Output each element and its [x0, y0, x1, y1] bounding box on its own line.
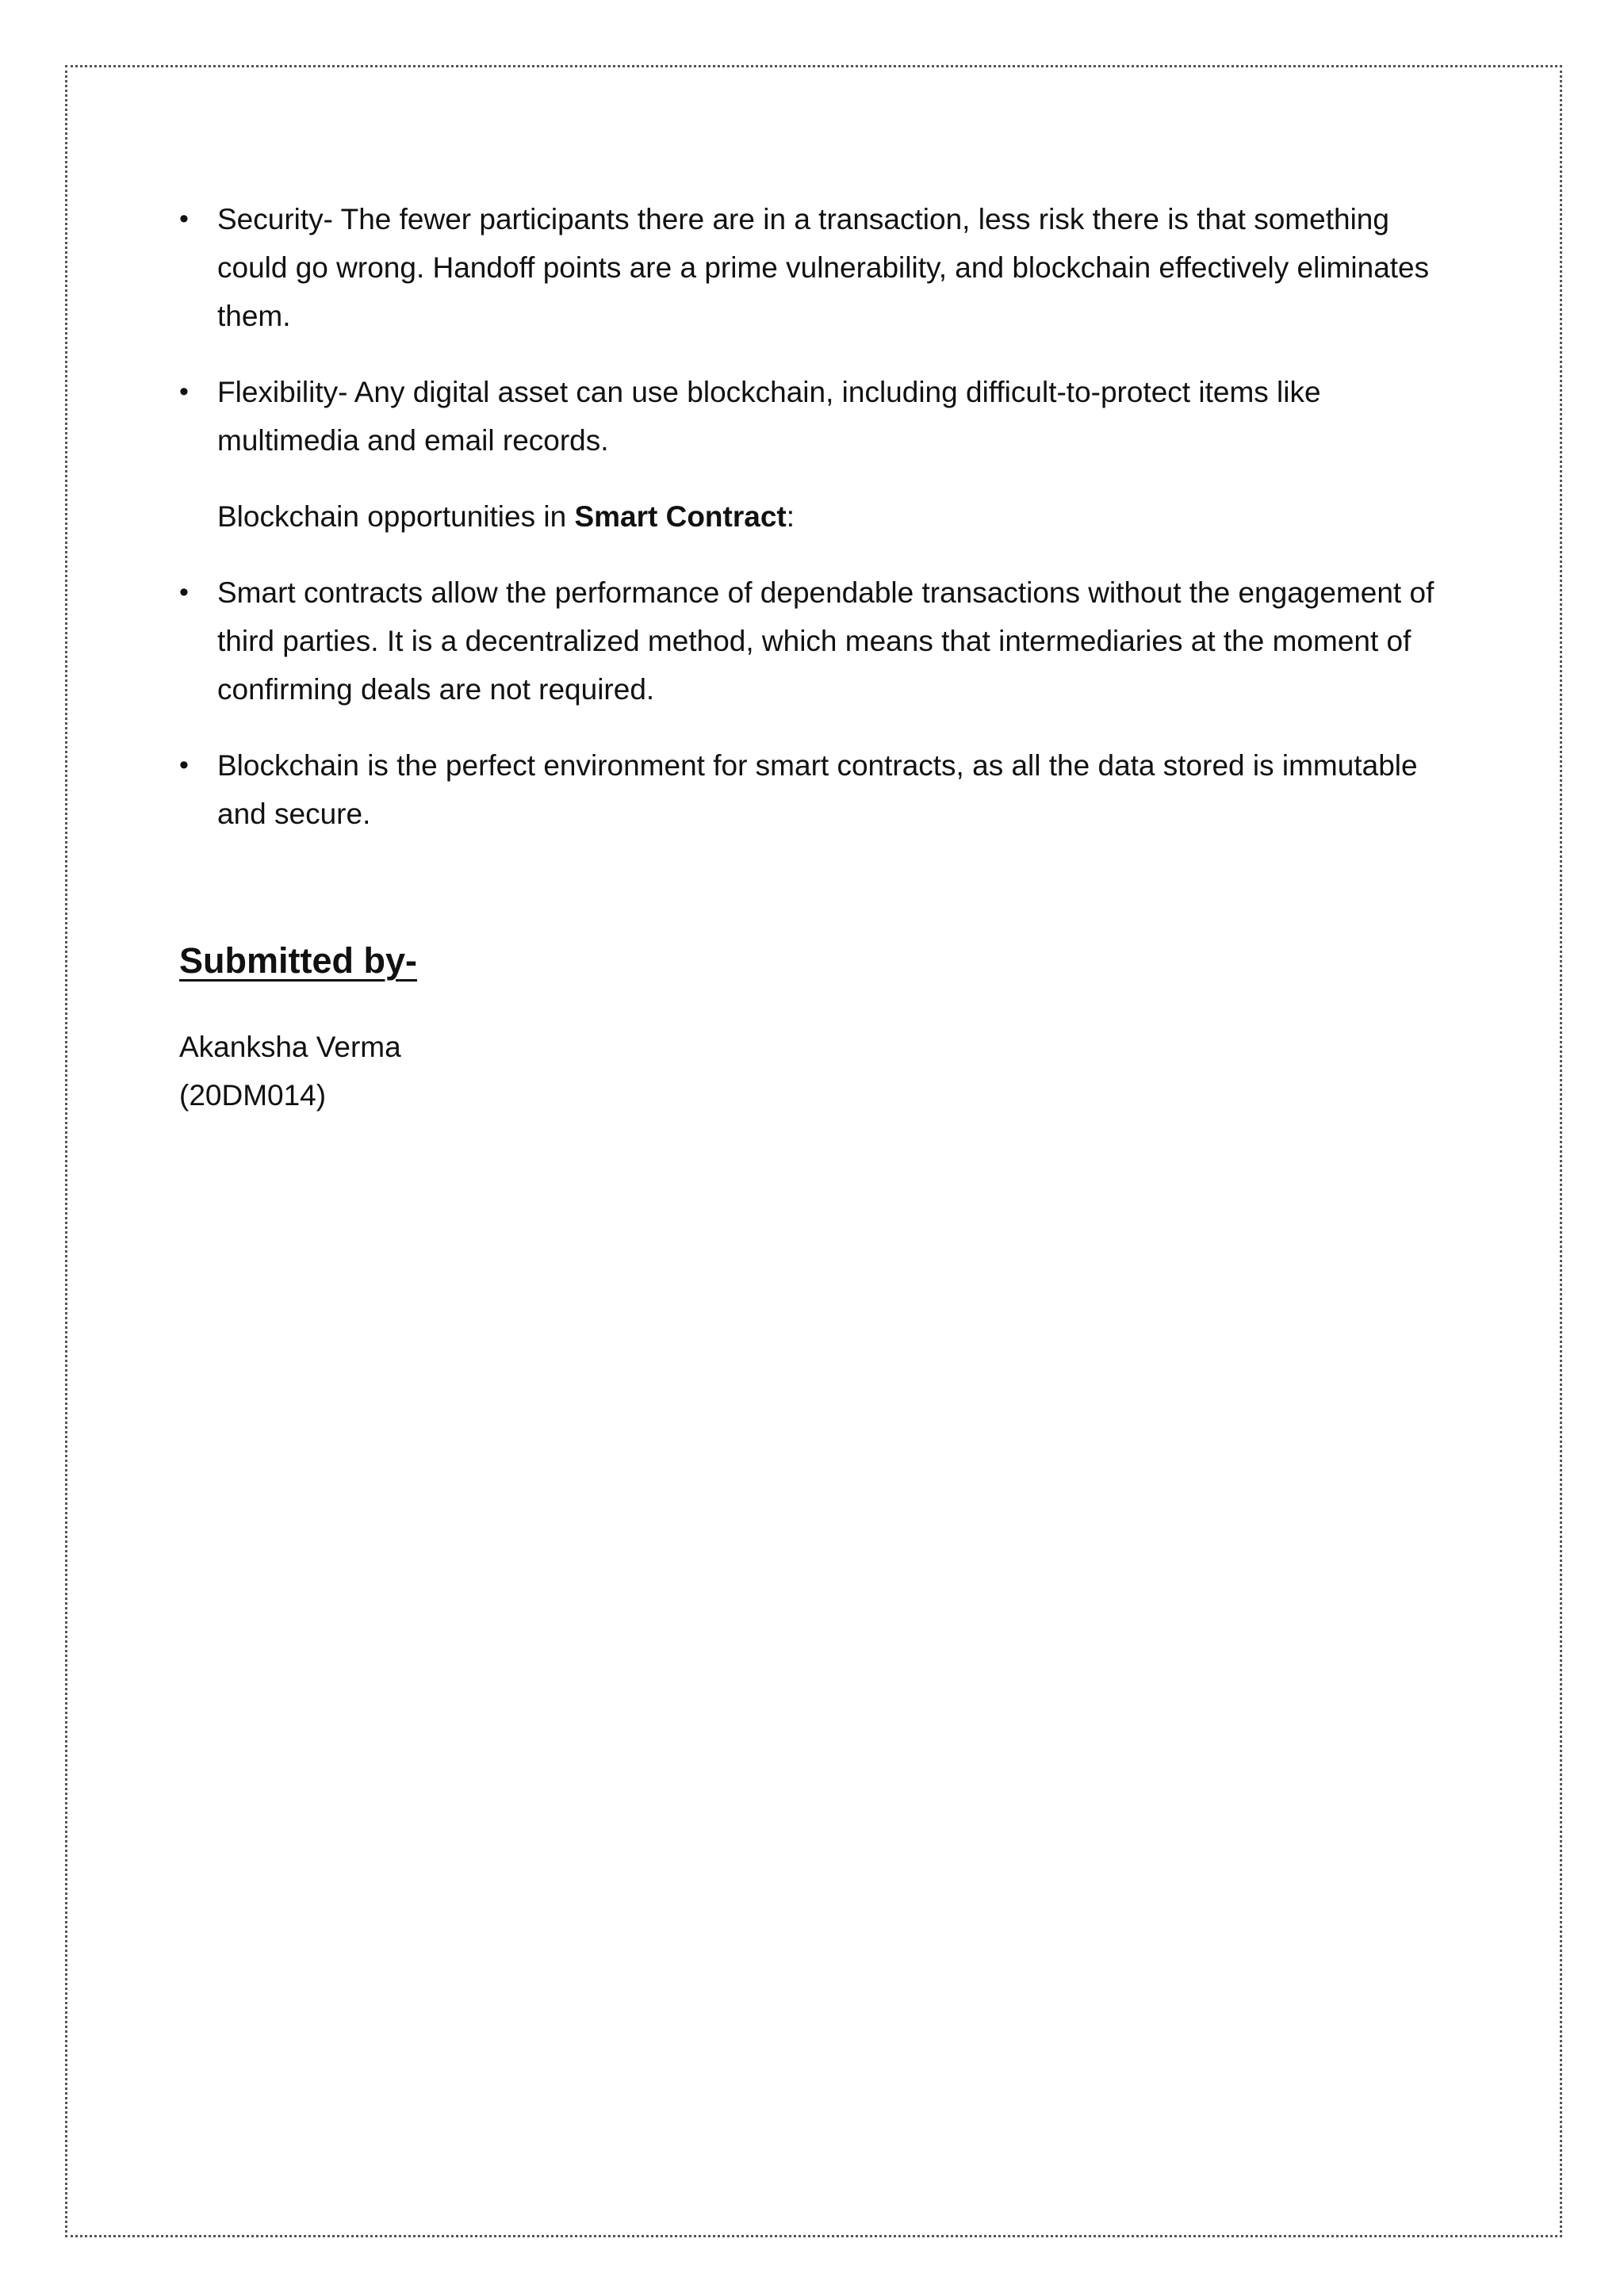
list-item — [179, 568, 1448, 714]
list-item — [179, 741, 1448, 838]
list-item — [179, 195, 1448, 340]
intro-bold: Smart Contract — [574, 500, 787, 533]
flexibility-text: Flexibility- Any digital asset can use blockchain, including difficult-to-protect items like multimedia and email records. — [217, 376, 1321, 457]
author-roll-number: (20DM014) — [179, 1079, 327, 1112]
submitted-by-heading: Submitted by- — [179, 940, 417, 981]
list-item — [179, 368, 1448, 465]
environment-text: Blockchain is the perfect environment for smart contracts, as all the data stored is immutable and secure. — [217, 749, 1418, 830]
security-text: Security- The fewer participants there are in a transaction, less risk there is that something could go wrong. Handoff points are a prime vulnerability, and blockchain effectively eliminates them. — [217, 203, 1430, 332]
bullet-icon: • — [179, 750, 189, 780]
bullet-icon: • — [179, 577, 189, 607]
bullet-list-top — [179, 195, 1448, 465]
document-body — [179, 195, 1448, 866]
smart-contract-intro — [217, 492, 1448, 541]
smart-contracts-text: Smart contracts allow the performance of dependable transactions without the engagement of third parties. It is a decentralized method, which means that intermediaries at the moment of confirming deals are not required. — [217, 576, 1434, 706]
bullet-icon: • — [179, 204, 189, 234]
intro-prefix: Blockchain opportunities in — [217, 500, 575, 533]
bullet-list-bottom — [179, 568, 1448, 838]
author-block — [179, 1023, 401, 1119]
intro-suffix: : — [786, 500, 795, 533]
author-name: Akanksha Verma — [179, 1031, 401, 1063]
bullet-icon: • — [179, 377, 189, 407]
